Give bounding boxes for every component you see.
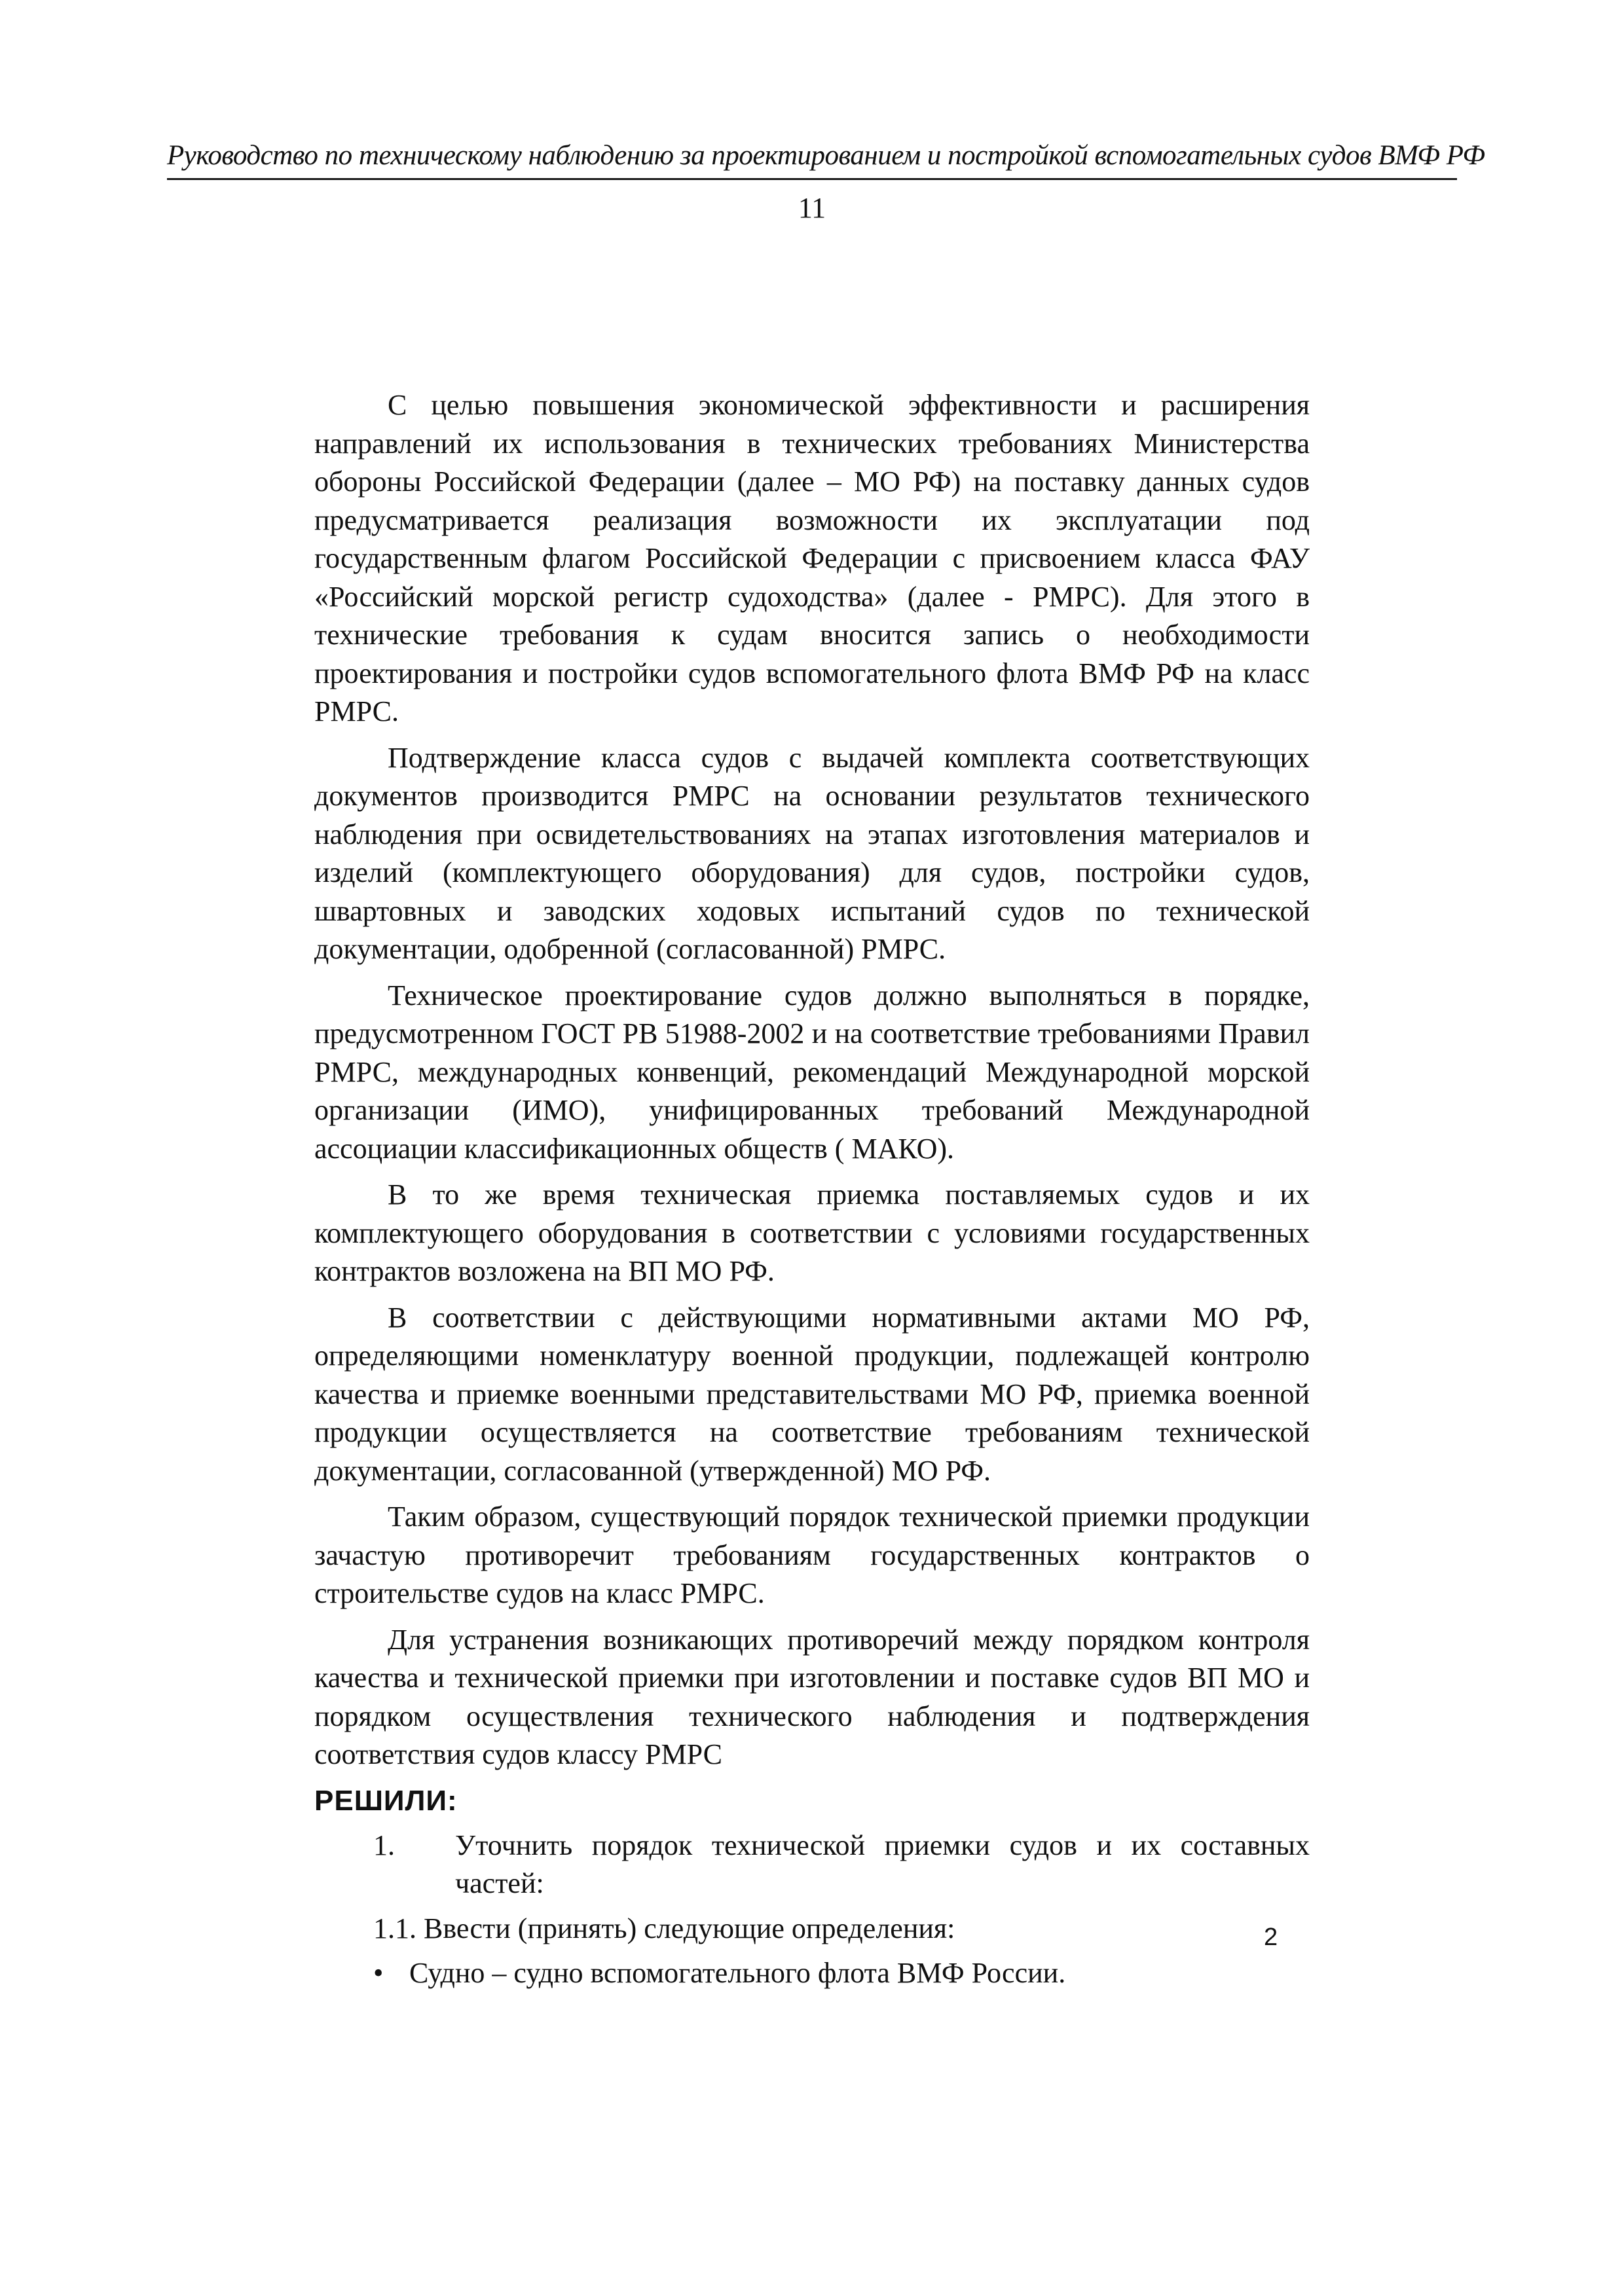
paragraph: Подтверждение класса судов с выдачей комплекта соответствующих документов производится РМРС на основании результатов технического наблюдения при освидетельствованиях на этапах изготовления материалов и изделий (комплектующего оборудования) для судов, постройки судов, швартовных и заводских ходовых испытаний судов по технической документации, одобренной (согласованной) РМРС. <box>314 741 1310 965</box>
paragraph: Таким образом, существующий порядок технической приемки продукции зачастую противоречит требованиям государственных контрактов о строительстве судов на класс РМРС. <box>314 1501 1310 1609</box>
header-divider <box>167 178 1457 180</box>
paragraph: Техническое проектирование судов должно выполняться в порядке, предусмотренном ГОСТ РВ 51988-2002 и на соответствие требованиями Правил РМРС, международных конвенций, рекомендаций Международной морской организации (ИМО), унифицированных требований Международной ассоциации классификационных обществ ( МАКО). <box>314 979 1310 1165</box>
numbered-item-1 <box>373 1827 1310 1903</box>
paragraph: В то же время техническая приемка поставляемых судов и их комплектующего оборудования в соответствии с условиями государственных контрактов возложена на ВП МО РФ. <box>314 1178 1310 1287</box>
bullet-text: Судно – судно вспомогательного флота ВМФ России. <box>409 1957 1066 1989</box>
running-header-title: Руководство по техническому наблюдению за проектированием и постройкой вспомогательных судов ВМФ РФ <box>167 140 1485 171</box>
header-page-number: 11 <box>798 192 826 224</box>
paragraph: В соответствии с действующими нормативными актами МО РФ, определяющими номенклатуру военной продукции, подлежащей контролю качества и приемке военными представительствами МО РФ, приемка военной продукции осуществляется на соответствие требованиям технической документации, согласованной (утвержденной) МО РФ. <box>314 1301 1310 1487</box>
footer-page-number: 2 <box>1264 1923 1278 1951</box>
sub-item-1-1: 1.1. Ввести (принять) следующие определения: <box>373 1912 955 1944</box>
document-body <box>314 386 1310 1993</box>
resolution-heading: РЕШИЛИ: <box>314 1784 458 1817</box>
bullet-item <box>373 1954 1310 1993</box>
item-number: 1. <box>373 1829 395 1861</box>
bullet-icon: • <box>373 1957 384 1989</box>
item-text: Уточнить порядок технической приемки судов и их составных частей: <box>455 1829 1310 1899</box>
paragraph: С целью повышения экономической эффективности и расширения направлений их использования в технических требованиях Министерства обороны Российской Федерации (далее – МО РФ) на поставку данных судов предусматривается реализация возможности их эксплуатации под государственным флагом Российской Федерации с присвоением класса ФАУ «Российский морской регистр судоходства» (далее - РМРС). Для этого в технические требования к судам вносится запись о необходимости проектирования и постройки судов вспомогательного флота ВМФ РФ на класс РМРС. <box>314 389 1310 727</box>
paragraph: Для устранения возникающих противоречий между порядком контроля качества и технической приемки при изготовлении и поставке судов ВП МО и порядком осуществления технического наблюдения и подтверждения соответствия судов классу РМРС <box>314 1623 1310 1770</box>
